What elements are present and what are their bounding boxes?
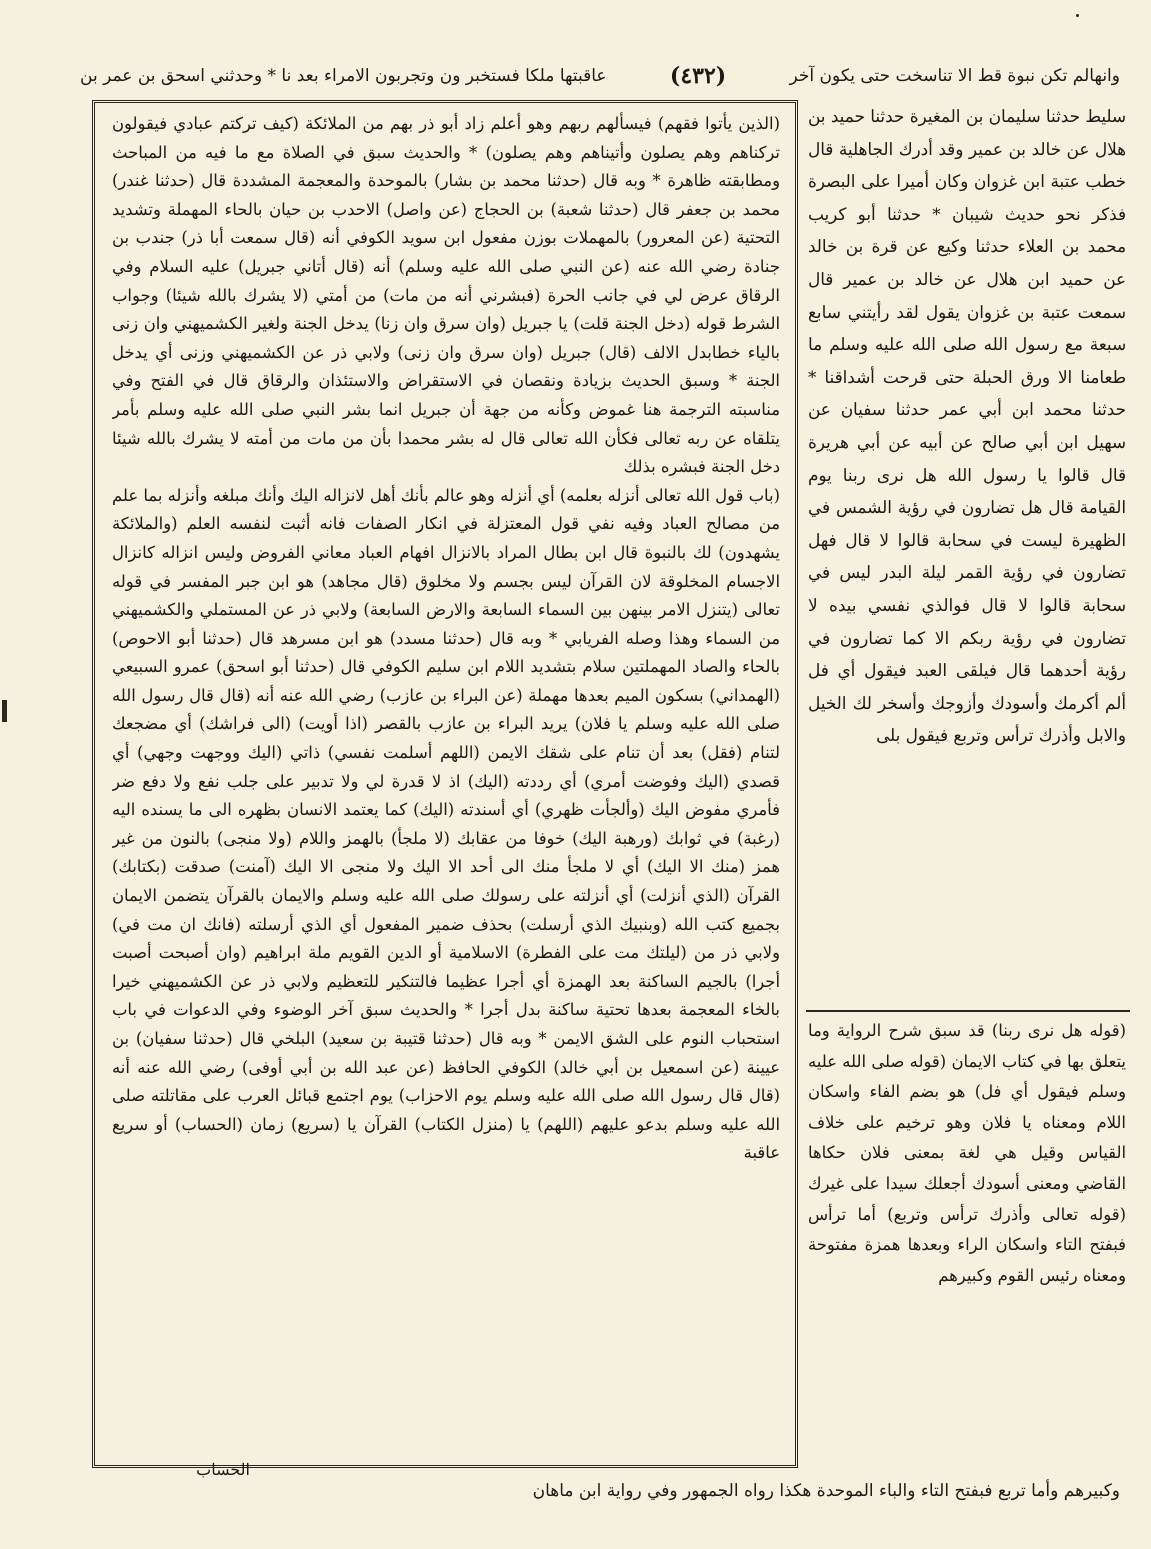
- sharh-paragraph: (قوله هل نرى ربنا) قد سبق شرح الرواية وما يتعلق بها في كتاب الايمان (قوله صلى الله عليه وسلم فيقول أي فل) هو بضم الفاء واسكان اللام ومعناه يا فلان وهو ترخيم على خلاف القياس وقيل هي لغة بمعنى فلان حكاها القاضي ومعنى أسودك أجعلك سيدا على غيرك (قوله تعالى وأذرك ترأس وتربع) أما ترأس فبفتح التاء واسكان الراء وبعدها همزة مفتوحة ومعناه رئيس القوم وكبيرهم: [808, 1021, 1126, 1285]
- side-hadith-column: [808, 100, 1126, 1000]
- catchword: الحساب: [196, 1460, 250, 1479]
- side-column-divider: [806, 1010, 1130, 1012]
- page-edge-mark: [2, 700, 7, 722]
- header-right-text: وانهالم تكن نبوة قط الا تناسخت حتى يكون آخر: [789, 66, 1120, 86]
- main-paragraph: (باب قول الله تعالى أنزله بعلمه) أي أنزله وهو عالم بأنك أهل لانزاله اليك وأنك مبلغه وأنزله بما علم من مصالح العباد وفيه نفي قول المعتزلة في انكار الصفات فانه أثبت لنفسه العلم (والملائكة يشهدون) لك بالنبوة قال ابن بطال المراد بالانزال افهام العباد معاني الفروض وليس انزاله كانزال الاجسام المخلوقة لان القرآن ليس بجسم ولا مخلوق (قال مجاهد) هو ابن جبر المفسر في قوله تعالى (يتنزل الامر بينهن بين السماء السابعة والارض السابعة) ولابي ذر عن المستملي والكشميهني من السماء وهذا وصله الفريابي * وبه قال (حدثنا مسدد) هو ابن مسرهد قال (حدثنا أبو الاحوص) بالحاء والصاد المهملتين سلام بتشديد اللام ابن سليم الكوفي قال (حدثنا أبو اسحق) عمرو السبيعي (الهمداني) بسكون الميم بعدها مهملة (عن البراء بن عازب) رضي الله عنه أنه (قال قال رسول الله صلى الله عليه وسلم يا فلان) يريد البراء بن عازب بالقصر (اذا أويت) (الى فراشك) أي مضجعك لتنام (فقل) بعد أن تنام على شقك الايمن (اللهم أسلمت نفسي) ذاتي (اليك ووجهت وجهي) أي قصدي (اليك وفوضت أمري) أي رددته (اليك) اذ لا قدرة لي ولا تدبير على جلب نفع ولا دفع ضر فأمري مفوض اليك (وألجأت ظهري) أي أسندته (اليك) كما يعتمد الانسان بظهره الى ما يسنده اليه (رغبة) في ثوابك (ورهبة اليك) خوفا من عقابك (لا ملجأ) بالهمز واللام (ولا منجى) بالنون من غير همز (منك الا اليك) أي لا ملجأ منك الى أحد الا اليك ولا منجى الا اليك (آمنت) صدقت (بكتابك) القرآن (الذي أنزلت) أي أنزلته على رسولك صلى الله عليه وسلم والايمان بالقرآن يتضمن الايمان بجميع كتب الله (وبنبيك الذي أرسلت) بحذف ضمير المفعول أي الذي أرسلته (فانك ان مت في) ولابي ذر من (ليلتك مت على الفطرة) الاسلامية أو الدين القويم ملة ابراهيم (وان أصبحت أصبت أجرا) بالجيم الساكنة بعد الهمزة أي أجرا عظيما فالتنكير للتعظيم ولابي ذر عن الكشميهني خيرا بالخاء المعجمة بعدها تحتية ساكنة بدل أجرا * والحديث سبق آخر الوضوء وفي الدعوات في باب استحباب النوم على الشق الايمن * وبه قال (حدثنا قتيبة بن سعيد) البلخي قال (حدثنا سفيان) بن عيينة (عن اسمعيل بن أبي خالد) الكوفي الحافظ (عن عبد الله بن أبي أوفى) رضي الله عنه أنه (قال قال رسول الله صلى الله عليه وسلم يوم الاحزاب) يوم اجتمع قبائل العرب على مقاتلته صلى الله عليه وسلم بدعو عليهم (اللهم) يا (منزل الكتاب) القرآن يا (سريع) زمان (الحساب) أو سريع عاقبة: [112, 485, 780, 1163]
- side-paragraph: سليط حدثنا سليمان بن المغيرة حدثنا حميد بن هلال عن خالد بن عمير وقد أدرك الجاهلية قال خطب عتبة ابن غزوان وكان أميرا على البصرة فذكر نحو حديث شيبان * حدثنا أبو كريب محمد بن العلاء حدثنا وكيع عن قرة بن خالد عن حميد ابن هلال عن خالد بن عمير قال سمعت عتبة بن غزوان يقول لقد رأيتني سابع سبعة مع رسول الله صلى الله عليه وسلم ما طعامنا الا ورق الحبلة حتى قرحت أشداقنا * حدثنا محمد ابن أبي عمر حدثنا سفيان عن سهيل ابن أبي صالح عن أبيه عن أبي هريرة قال قالوا يا رسول الله هل نرى ربنا يوم القيامة قال هل تضارون في رؤية الشمس في الظهيرة ليست في سحابة قالوا لا قال فهل تضارون في رؤية القمر ليلة البدر ليس في سحابة قالوا لا قال فوالذي نفسي بيده لا تضارون في رؤية ربكم الا كما تضارون في رؤية أحدهما قال فيلقى العبد فيقول أي فل ألم أكرمك وأسودك وأزوجك وأسخر لك الخيل والابل وأذرك ترأس وتربع فيقول بلى: [808, 106, 1126, 746]
- page-header: [80, 58, 1120, 94]
- main-text-column: [112, 110, 780, 1455]
- main-paragraph: (الذين يأتوا فقهم) فيسألهم ربهم وهو أعلم زاد أبو ذر بهم من الملائكة (كيف تركتم عبادي فيقولون تركناهم وهم يصلون وأتيناهم وهم يصلون) * والحديث سبق في الصلاة مع ما فيه من المباحث ومطابقته ظاهرة * وبه قال (حدثنا محمد بن بشار) بالموحدة والمعجمة المشددة قال (حدثنا غندر) محمد بن جعفر قال (حدثنا شعبة) بن الحجاج (عن واصل) الاحدب بن حيان بالحاء المهملة وتشديد التحتية (عن المعرور) بالمهملات بوزن مفعول ابن سويد الكوفي أنه (قال سمعت أبا ذر) جندب بن جنادة رضي الله عنه (عن النبي صلى الله عليه وسلم) أنه (قال أتاني جبريل) عليه السلام وفي الرقاق عرض لي في جانب الحرة (فبشرني أنه من مات) من أمتي (لا يشرك بالله شيئا) وجواب الشرط قوله (دخل الجنة قلت) يا جبريل (وان سرق وان زنا) يدخل الجنة ولغير الكشميهني وان زنى بالياء خطابدل الالف (قال) جبريل (وان سرق وان زنى) ولابي ذر عن الكشميهني وزنى أي يدخل الجنة * وسبق الحديث بزيادة ونقصان في الاستقراض والاستئذان والرقاق قال في الفتح وفي مناسبته الترجمة هنا غموض وكأنه من جهة أن جبريل انما بشر النبي صلى الله عليه وسلم بأمر يتلقاه عن ربه تعالى فكأن الله تعالى قال له بشر محمدا بأن من مات من أمته لا يشرك بالله شيئا دخل الجنة فبشره بذلك: [112, 114, 780, 477]
- corner-dot: [1076, 14, 1079, 17]
- side-commentary-column: [808, 1016, 1126, 1456]
- footer-line: وكبيرهم وأما تربع فبفتح التاء والباء الموحدة هكذا رواه الجمهور وفي رواية ابن ماهان: [532, 1481, 1120, 1501]
- page-number: (٤٣٢): [669, 63, 727, 89]
- header-left-text: عاقبتها ملكا فستخبر ون وتجربون الامراء بعد نا * وحدثني اسحق بن عمر بن: [80, 66, 607, 86]
